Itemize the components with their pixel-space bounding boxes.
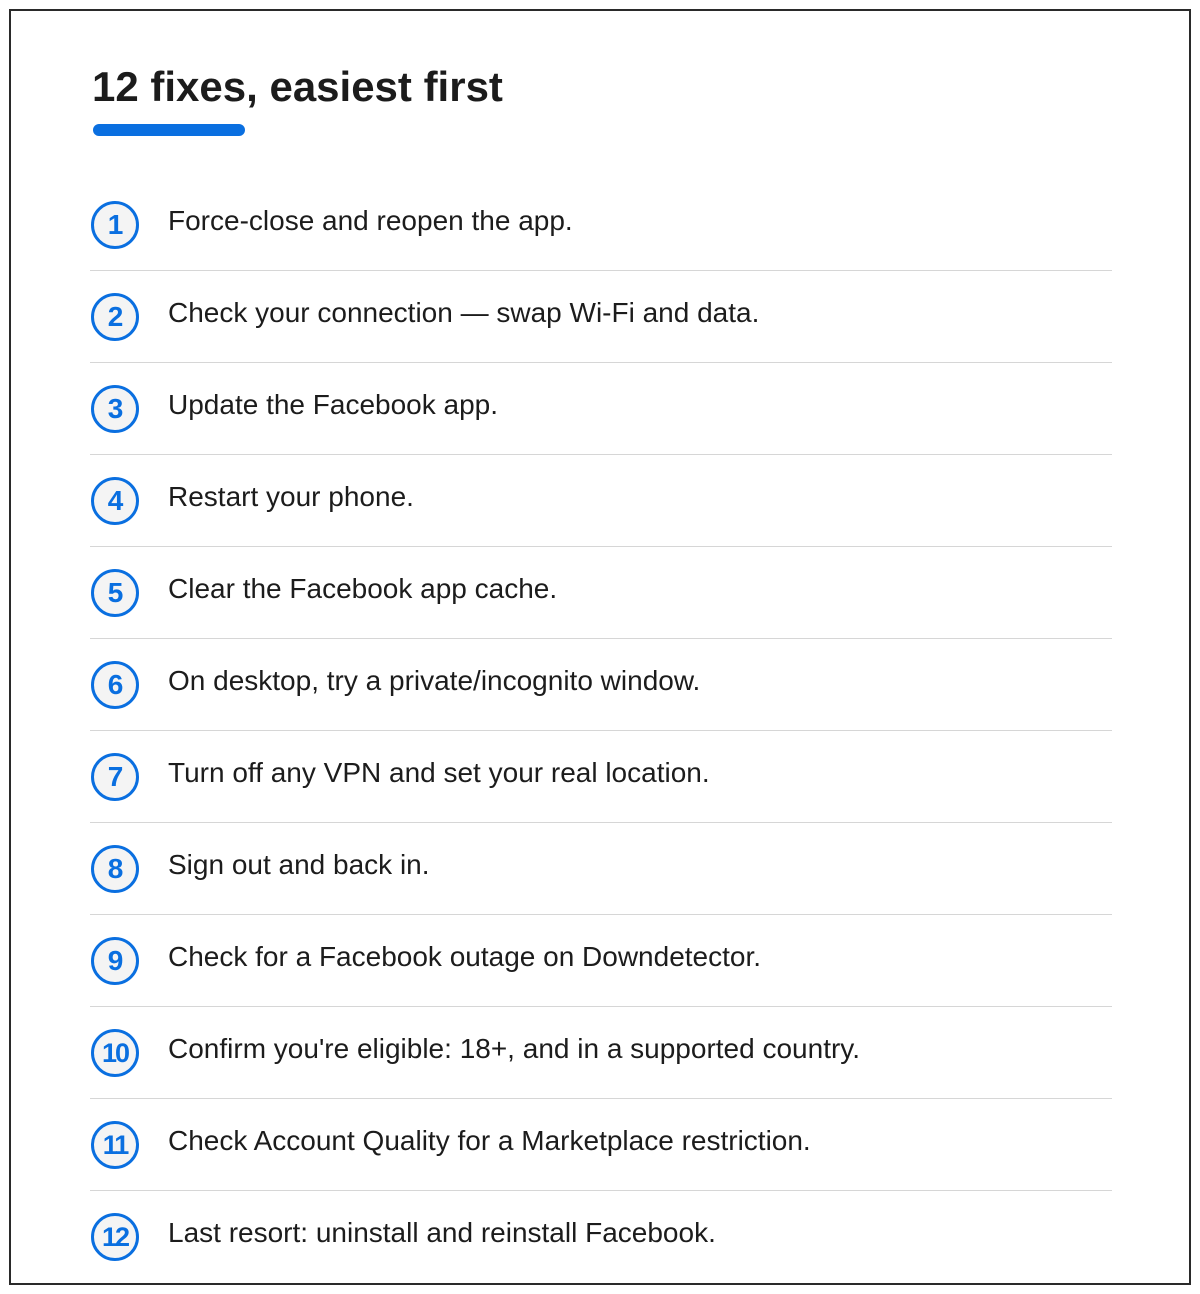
fix-item-9	[90, 915, 1112, 1007]
fix-item-5	[90, 547, 1112, 639]
step-number-badge: 6	[91, 661, 139, 709]
title-underline	[93, 124, 245, 136]
fix-item-11	[90, 1099, 1112, 1191]
fix-item-8	[90, 823, 1112, 915]
step-number-badge: 2	[91, 293, 139, 341]
step-number-badge: 1	[91, 201, 139, 249]
step-number-badge: 8	[91, 845, 139, 893]
fix-text: Force-close and reopen the app.	[168, 205, 573, 236]
step-number-badge: 3	[91, 385, 139, 433]
step-number-badge: 10	[91, 1029, 139, 1077]
fix-text: Turn off any VPN and set your real location.	[168, 757, 710, 788]
fix-item-7	[90, 731, 1112, 823]
fix-item-4	[90, 455, 1112, 547]
fix-item-3	[90, 363, 1112, 455]
fix-text: Confirm you're eligible: 18+, and in a supported country.	[168, 1033, 861, 1064]
step-number-badge: 11	[91, 1121, 139, 1169]
fix-text: Update the Facebook app.	[168, 389, 499, 420]
fix-text: Check Account Quality for a Marketplace restriction.	[168, 1125, 811, 1156]
step-number-badge: 5	[91, 569, 139, 617]
fix-text: Restart your phone.	[168, 481, 414, 512]
fix-text: On desktop, try a private/incognito window.	[168, 665, 701, 696]
page-title: 12 fixes, easiest first	[92, 63, 503, 110]
step-number-badge: 4	[91, 477, 139, 525]
fix-item-12	[90, 1191, 1112, 1283]
fix-item-1	[90, 179, 1112, 271]
fix-text: Clear the Facebook app cache.	[168, 573, 558, 604]
step-number-badge: 9	[91, 937, 139, 985]
fixes-card	[9, 9, 1191, 1285]
fix-text: Sign out and back in.	[168, 849, 430, 880]
fix-item-10	[90, 1007, 1112, 1099]
fix-text: Check your connection — swap Wi-Fi and data.	[168, 297, 760, 328]
step-number-badge: 12	[91, 1213, 139, 1261]
step-number-badge: 7	[91, 753, 139, 801]
fix-item-6	[90, 639, 1112, 731]
fix-text: Check for a Facebook outage on Downdetector.	[168, 941, 762, 972]
fix-text: Last resort: uninstall and reinstall Facebook.	[168, 1217, 716, 1248]
fixes-list	[90, 179, 1112, 1283]
fix-item-2	[90, 271, 1112, 363]
